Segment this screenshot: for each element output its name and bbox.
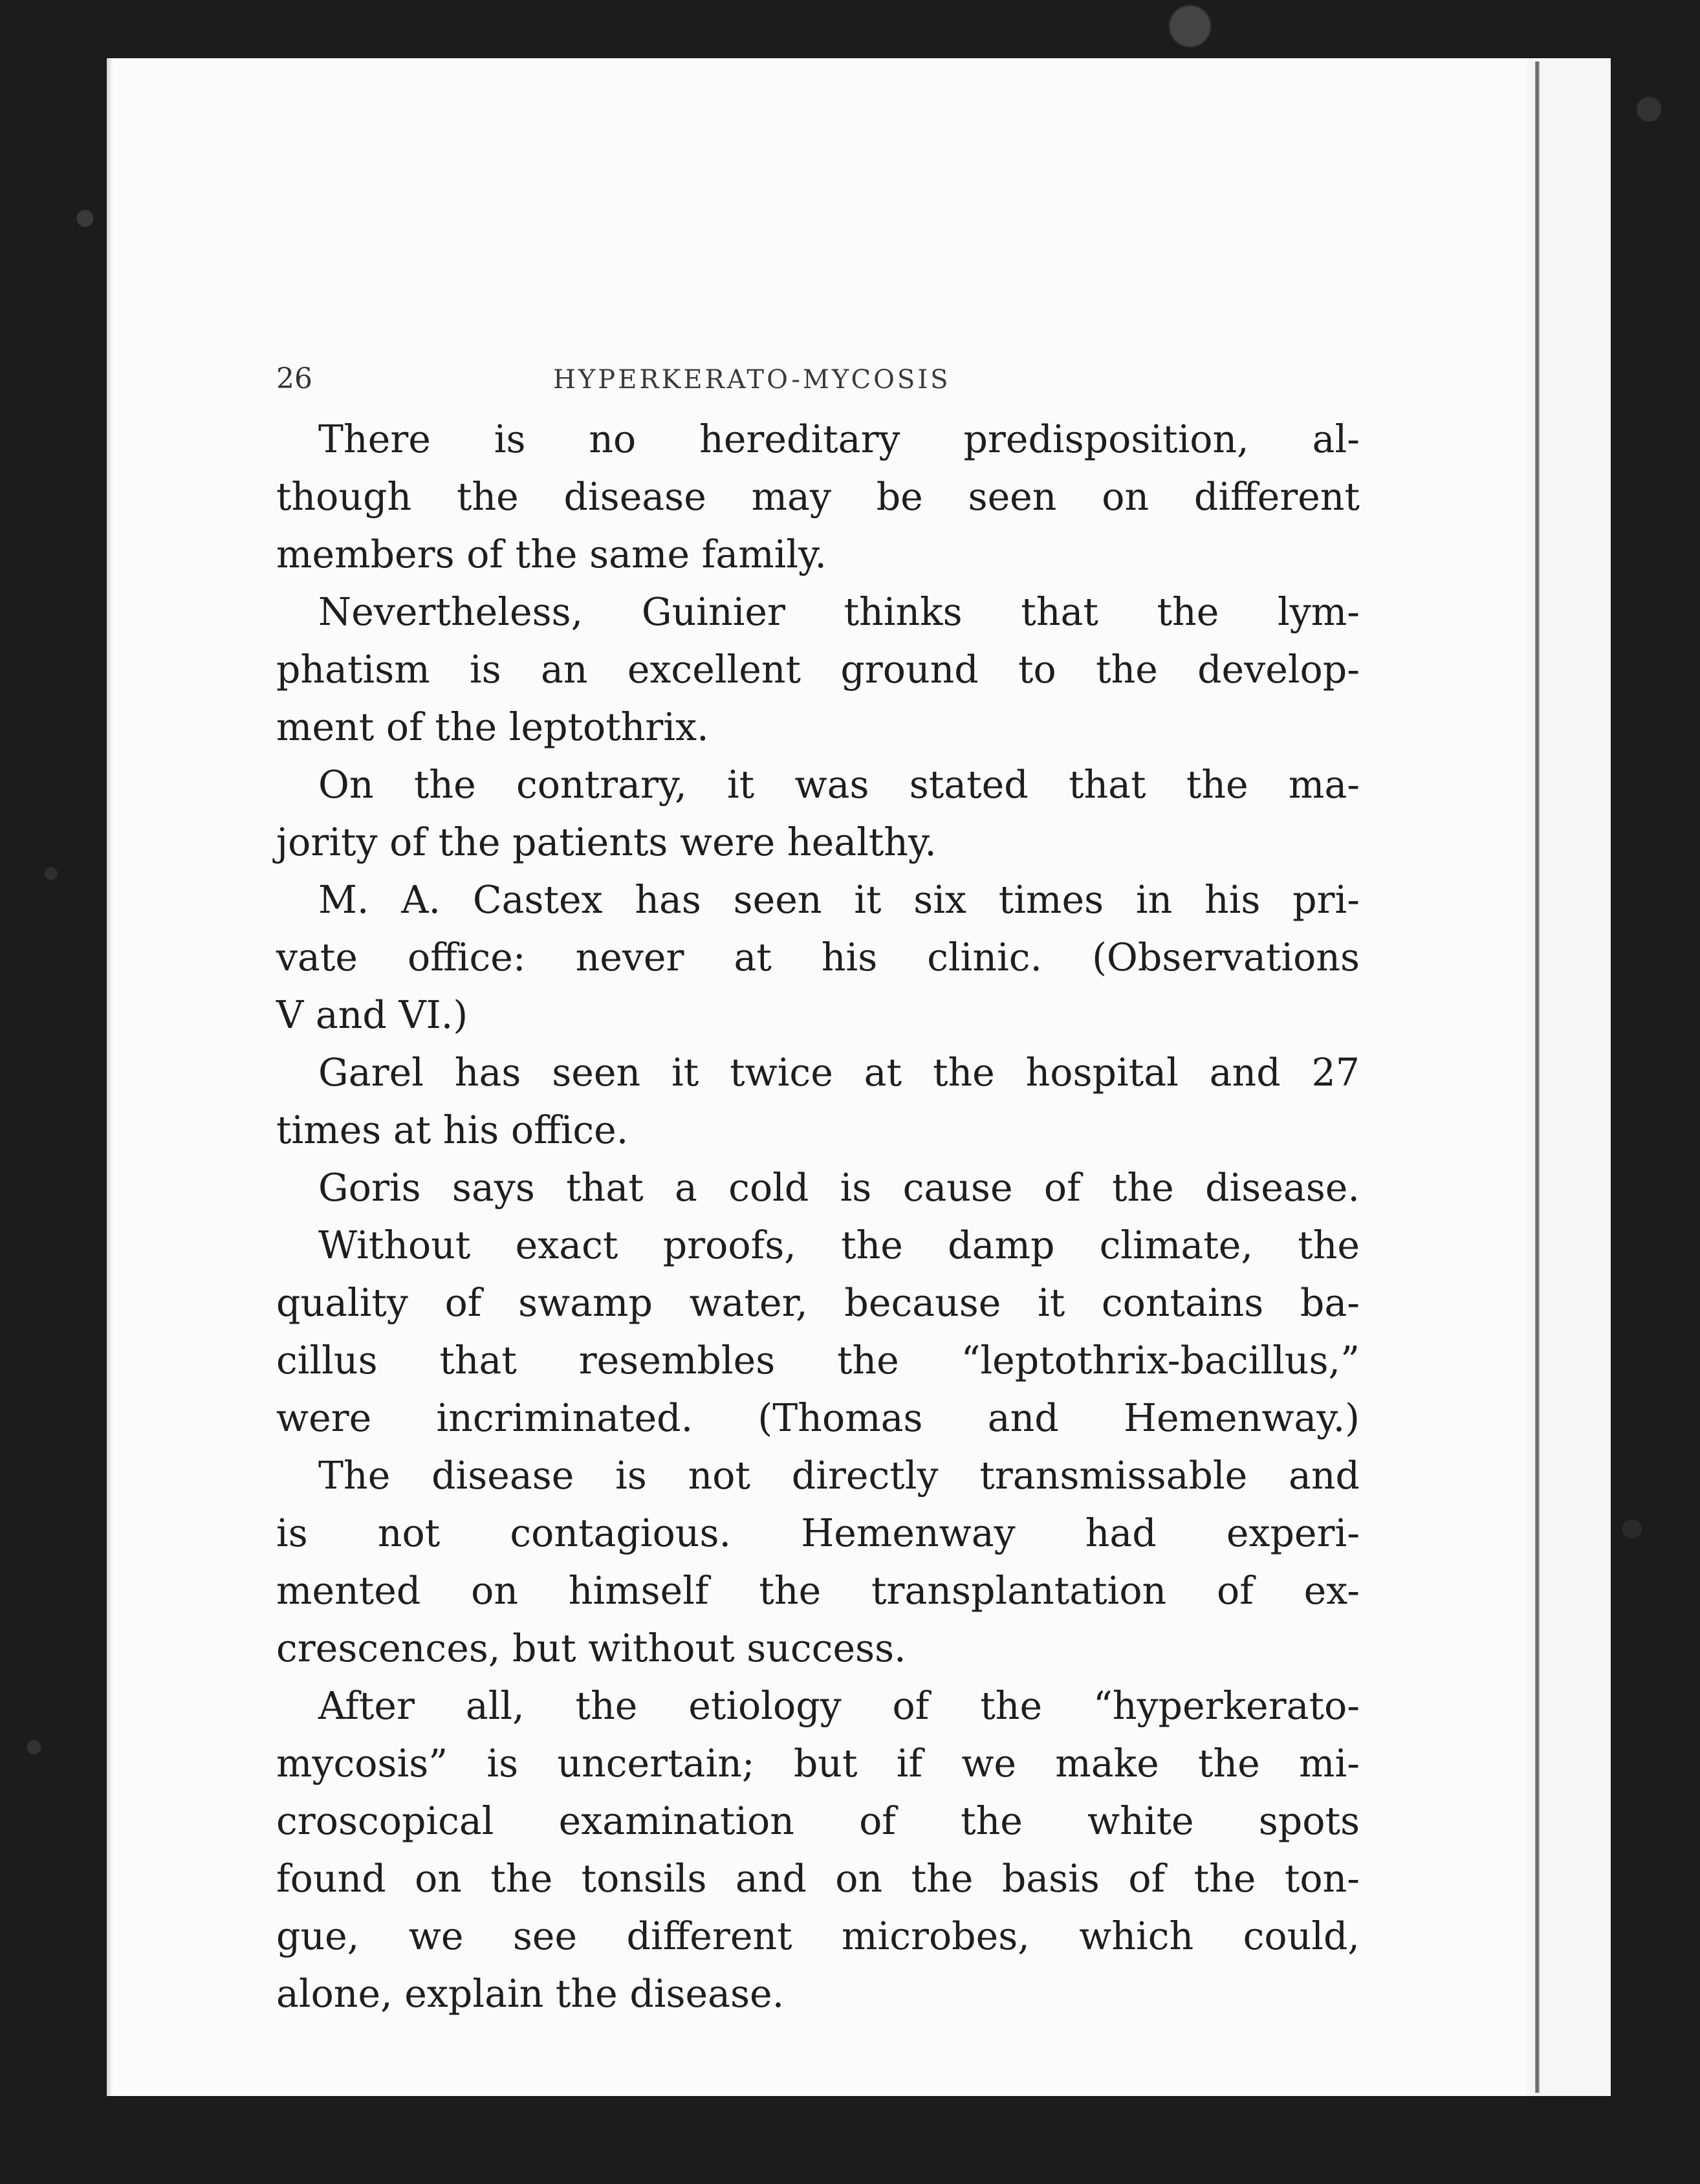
- text-line: Goris says that a cold is cause of the disease.: [318, 1166, 1360, 1210]
- text-line: Without exact proofs, the damp climate, the: [318, 1223, 1360, 1267]
- text-line: M. A. Castex has seen it six times in his pri-: [318, 878, 1360, 922]
- text-line: quality of swamp water, because it contains ba-: [276, 1281, 1360, 1325]
- text-line: There is no hereditary predisposition, al-: [318, 417, 1360, 461]
- body-text: [276, 411, 1360, 2023]
- text-line: were incriminated. (Thomas and Hemenway.): [276, 1396, 1360, 1440]
- text-line: crescences, but without success.: [276, 1626, 906, 1670]
- binding-gutter: [1535, 61, 1540, 2093]
- text-line: found on the tonsils and on the basis of the ton-: [276, 1857, 1360, 1901]
- text-line: mented on himself the transplantation of ex-: [276, 1569, 1360, 1613]
- text-line: mycosis” is uncertain; but if we make the mi-: [276, 1742, 1360, 1785]
- text-line: croscopical examination of the white spots: [276, 1799, 1360, 1843]
- page-header: [107, 362, 1527, 401]
- text-line: cillus that resembles the “leptothrix-bacillus,”: [276, 1338, 1360, 1382]
- text-line: Garel has seen it twice at the hospital and 27: [318, 1051, 1360, 1095]
- text-line: gue, we see different microbes, which could,: [276, 1914, 1360, 1958]
- book-page: [107, 58, 1527, 2096]
- text-line: though the disease may be seen on different: [276, 475, 1360, 519]
- text-line: is not contagious. Hemenway had experi-: [276, 1511, 1360, 1555]
- text-line: alone, explain the disease.: [276, 1972, 785, 2016]
- text-line: V and VI.): [276, 993, 468, 1037]
- text-line: On the contrary, it was stated that the ma-: [318, 763, 1360, 807]
- text-line: Nevertheless, Guinier thinks that the lym-: [318, 590, 1360, 634]
- text-line: The disease is not directly transmissable and: [318, 1454, 1360, 1498]
- text-line: After all, the etiology of the “hyperkerato-: [318, 1684, 1360, 1728]
- text-line: members of the same family.: [276, 532, 827, 576]
- text-line: jority of the patients were healthy.: [276, 820, 937, 864]
- text-line: vate office: never at his clinic. (Observations: [276, 935, 1360, 979]
- text-line: times at his office.: [276, 1108, 629, 1152]
- text-line: ment of the leptothrix.: [276, 705, 709, 749]
- text-line: phatism is an excellent ground to the develop-: [276, 648, 1360, 692]
- page-number: 26: [276, 362, 312, 395]
- running-title: HYPERKERATO-MYCOSIS: [553, 365, 951, 395]
